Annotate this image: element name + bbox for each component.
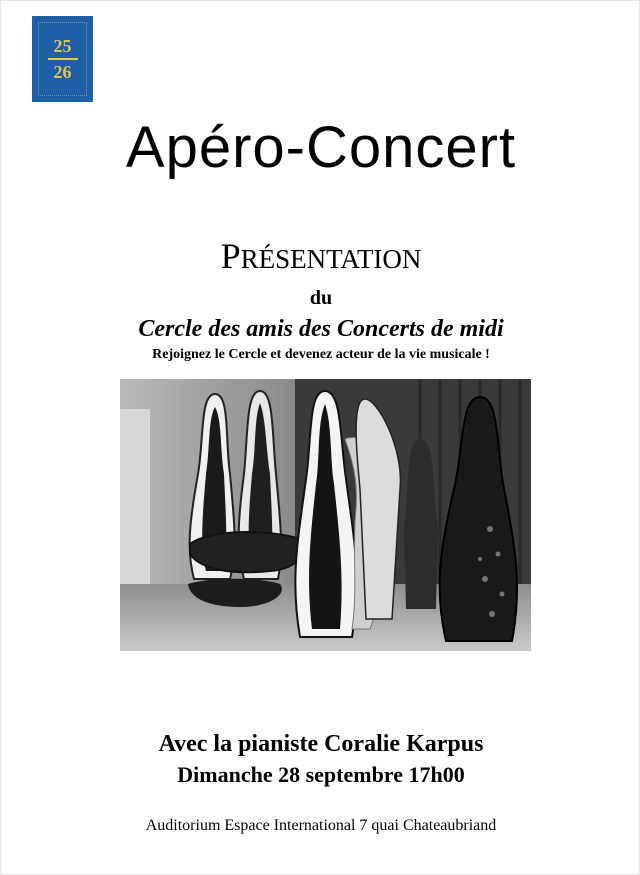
logo-year-top: 25 — [53, 36, 72, 56]
venue-address: Auditorium Espace International 7 quai Chateaubriand — [145, 817, 497, 834]
cello-cases-illustration — [120, 379, 531, 651]
poster-title: Apéro-Concert — [125, 115, 517, 180]
presentation-initial: P — [220, 236, 241, 276]
du-text: du — [309, 287, 333, 309]
performer-line: Avec la pianiste Coralie Karpus — [158, 731, 484, 757]
cello-cases-photo — [120, 379, 531, 651]
logo-year-bottom: 26 — [53, 62, 72, 82]
cercle-name: Cercle des amis des Concerts de midi — [138, 316, 504, 342]
season-logo — [32, 16, 93, 102]
presentation-heading — [1, 234, 640, 281]
presentation-rest: RÉSENTATION — [240, 244, 422, 274]
logo-frame — [38, 22, 87, 96]
event-date: Dimanche 28 septembre 17h00 — [177, 762, 465, 787]
join-tagline: Rejoignez le Cercle et devenez acteur de la vie musicale ! — [152, 347, 490, 362]
